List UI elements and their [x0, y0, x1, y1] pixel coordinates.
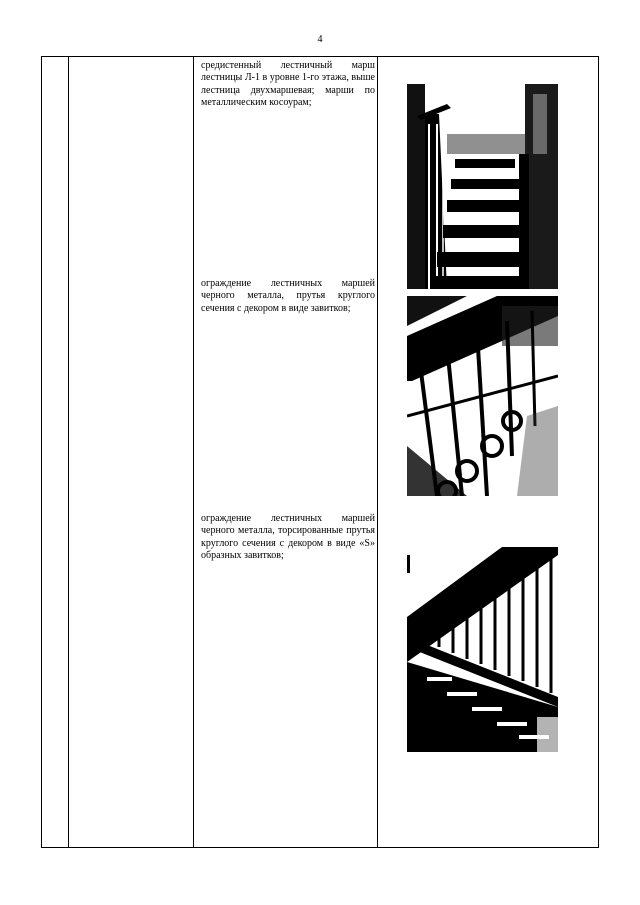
column-divider	[68, 57, 69, 847]
description-table	[41, 56, 599, 848]
staircase-steps-photo	[407, 84, 558, 289]
railing-s-scroll-photo	[407, 547, 558, 752]
page-number: 4	[317, 34, 323, 45]
entry-text: средистенный лестничный марш лестницы Л-1 в уровне 1-го этажа, выше лестница двухмаршевая; марши по металлическим косоурам;	[201, 60, 375, 108]
railing-scroll-decor-photo	[407, 296, 558, 496]
entry-text: ограждение лестничных маршей черного металла, прутья круглого сечения с декором в виде завитков;	[201, 278, 375, 314]
column-divider	[193, 57, 194, 847]
entry-text: ограждение лестничных маршей черного металла, торсированные прутья круглого сечения с декором в виде «S» образных завитков;	[201, 513, 375, 561]
column-divider	[377, 57, 378, 847]
